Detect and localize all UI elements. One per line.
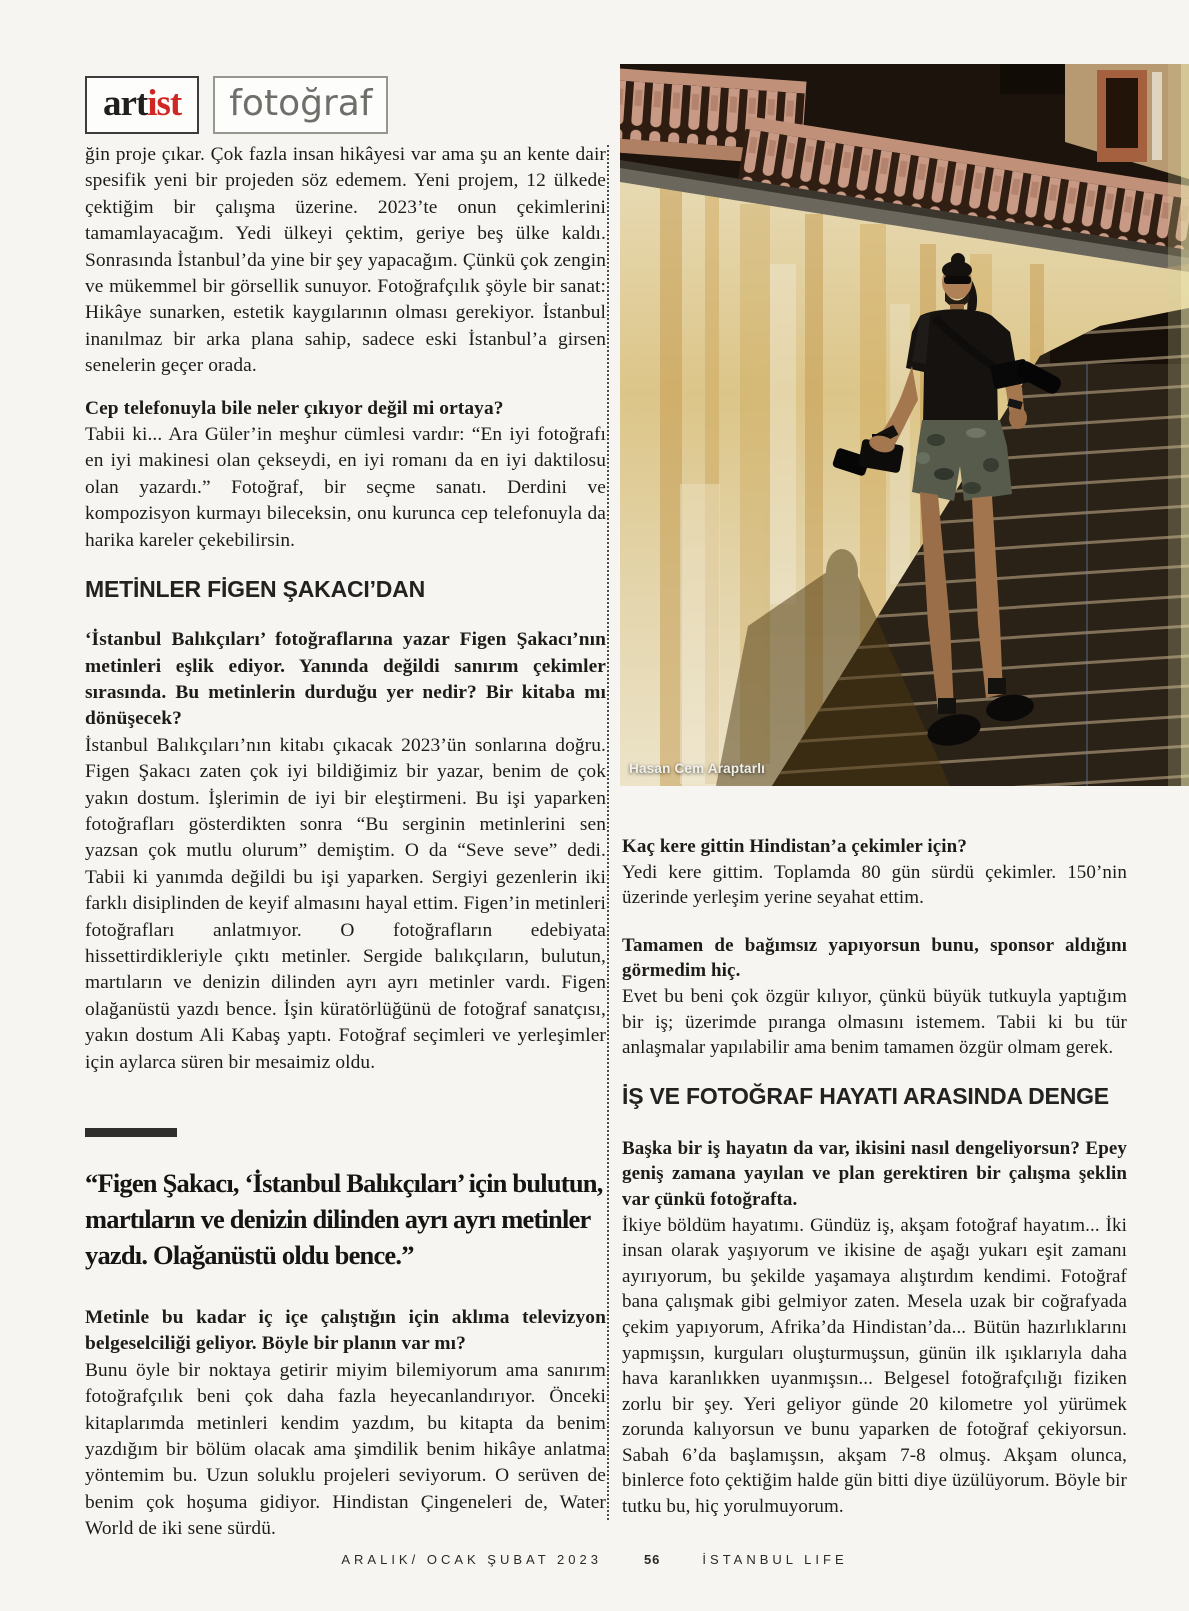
section-header-metinler: METİNLER FİGEN ŞAKACI’DAN: [85, 576, 426, 603]
left-column: [85, 142, 606, 1565]
photo-hasan-cem-araptarli: [620, 64, 1189, 786]
photo-caption: Hasan Cem Araptarlı: [629, 761, 766, 776]
intro-paragraph: ğin proje çıkar. Çok fazla insan hikâyesi var ama şu an kente dair spesifik yeni bir projeden söz edemem. Yeni projem, 12 ülkede çektiğim bir çalışma üzerine. 2023’te onun çekimlerini tamamlayacağım. Yedi ülkeyi çektim, geriye beş ülke kaldı. Sonrasında İstanbul’da yine bir şey yapacağım. Çünkü çok zengin ve mükemmel bir görsellik sunuyor. Fotoğrafçılık şöyle bir sanat: Hikâye sunarken, estetik kaygılarının olması gerekiyor. İstanbul inanılmaz bir arka plana sahip, sadece eski İstanbul’a girsen senelerin geçer orada.: [85, 144, 606, 377]
column-divider: [607, 145, 609, 1520]
interview-answer: Evet bu beni çok özgür kılıyor, çünkü büyük tutkuyla yaptığım bir iş; üzerimde pıranga olmasını istemem. Tabii ki bu tür anlaşmalar yapılabilir ama benim tamamen özgür olmam gerek.: [622, 985, 1127, 1059]
interview-question: Metinle bu kadar iç içe çalıştığın için aklıma televizyon belgeselciliği geliyor. Böyle bir planın var mı?: [85, 1307, 606, 1355]
section-label: fotoğraf: [229, 83, 373, 124]
section-label-box: [213, 76, 388, 134]
interview-answer: Tabii ki... Ara Güler’in meşhur cümlesi vardır: “En iyi fotoğrafı en iyi makinesi olan çekseydi, en iyi romanı da en iyi daktilosu olan yazardı.” Fotoğraf, bir seçme sanatı. Derdini ve kompozisyon kurmayı bileceksin, onu kurunca cep telefonuyla da harika kareler çekebilirsin.: [85, 424, 606, 551]
quote-rule: [85, 1128, 177, 1137]
interview-question: Kaç kere gittin Hindistan’a çekimler için?: [622, 836, 967, 857]
qa-block: [622, 1136, 1127, 1520]
interview-answer: Bunu öyle bir noktaya getirir miyim bilemiyorum ama sanırım fotoğrafçılık beni çok daha fazla heyecanlandırıyor. Önceki kitaplarımda metinleri kendim yazdım, bu kitapta da benim yazdığım bir bölüm olacak ama şimdilik benim hikâye anlatma yöntemim bu. Uzun soluklu projeleri seviyorum. O serüven de benim çok hoşuma gidiyor. Hindistan Çingeneleri de, Water World de iki sene sürdü.: [85, 1359, 606, 1540]
artist-logo-red: ist: [147, 83, 182, 124]
interview-answer: Yedi kere gittim. Toplamda 80 gün sürdü çekimler. 150’nin üzerinde yerleşim yerine seyahat ettim.: [622, 861, 1127, 909]
interview-answer: İstanbul Balıkçıları’nın kitabı çıkacak 2023’ün sonlarına doğru. Figen Şakacı zaten çok iyi bildiğimiz bir yazar, benim de çok yakın dostum. İşlerimin de iyi bir eleştirmeni. Bu işi yaparken fotoğrafları gösterdikten sonra “Bu serginin metinlerini sen yazsan çok mutlu olurum” demiştim. O da “Seve seve” dedi. Tabii ki yanımda değildi bu işi yaparken. Sergiyi gezenlerin iki farklı disiplinden de keyif almasını hayal ettim. Figen’in metinleri fotoğrafları anlatmıyor. O fotoğrafların edebiyata hissettirdikleriyle çıktı metinler. Sergide balıkçıların, bulutun, martıların ve denizin dilinden ayrı ayrı metinler vardı. Figen olağanüstü yazdı bence. İşin küratörlüğünü de fotoğraf sanatçısı, yakın dostum Ali Kabaş yaptı. Fotoğraf seçimleri ve yerleşimler için aylarca süren bir mesaimiz oldu.: [85, 734, 606, 1073]
interview-question: Tamamen de bağımsız yapıyorsun bunu, sponsor aldığını görmedim hiç.: [622, 934, 1127, 982]
interview-answer: İkiye böldüm hayatımı. Gündüz iş, akşam fotoğraf hayatım... İki insan olarak yaşıyorum ve ikisine de aşağı yukarı eşit zamanı ayırıyorum, bu şekilde yaşamaya alıştırdım kendimi. Fotoğraf bana çalışmak gibi gelmiyor zaten. Mesela uzak bir coğrafyada çekim yapıyorum, Afrika’da Hindistan’da... Bütün hazırlıklarını yapmışsın, kurguları oluşturmuşsun, günün ilk ışıklarıyla daha hava karanlıkken uyanmışsın... Belgesel fotoğrafçılığı fiziken zorlu bir şey. Yeri geliyor günde 20 kilometre yol yürümek zorunda kalıyorsun ve bunu yaparken de fotoğraf çekiyorsun. Sabah 6’da başlamışsın, akşam 7-8 olmuş. Akşam olunca, binlerce foto çektiğim halde gün bitti diye üzülüyorum. Böyle bir tutku bu, hiç yorulmuyorum.: [622, 1214, 1127, 1518]
photo-illustration: [620, 64, 1189, 786]
footer-issue: ARALIK/ OCAK ŞUBAT 2023: [341, 1552, 602, 1567]
pull-quote: “Figen Şakacı, ‘İstanbul Balıkçıları’ için bulutun, martıların ve denizin dilinden ayrı ayrı metinler yazdı. Olağanüstü oldu bence.”: [85, 1168, 603, 1270]
qa-block: [622, 834, 1127, 911]
artist-logo: [85, 76, 199, 134]
interview-question: Cep telefonuyla bile neler çıkıyor değil mi ortaya?: [85, 397, 504, 419]
qa-block: [85, 396, 606, 554]
section-header-denge: İŞ VE FOTOĞRAF HAYATI ARASINDA DENGE: [622, 1082, 1109, 1109]
artist-logo-black: art: [103, 83, 148, 124]
interview-question: Başka bir iş hayatın da var, ikisini nasıl dengeliyorsun? Epey geniş zamana yayılan ve plan gerektiren bir çalışma şeklin var çünkü fotoğrafta.: [622, 1137, 1127, 1210]
footer-page-number: 56: [643, 1552, 661, 1567]
footer-magazine: İSTANBUL LIFE: [702, 1552, 848, 1567]
masthead: [85, 76, 388, 134]
right-column: [622, 806, 1127, 1542]
qa-block: [85, 627, 606, 1076]
pull-quote-block: [85, 1128, 606, 1273]
qa-block: [85, 1305, 606, 1543]
interview-question: ‘İstanbul Balıkçıları’ fotoğraflarına yazar Figen Şakacı’nın metinleri eşlik ediyor. Yanında değildi sanırım çekimler sırasında. Bu metinlerin durduğu yer nedir? Bir kitaba mı dönüşecek?: [85, 629, 606, 730]
qa-block: [622, 933, 1127, 1061]
page-footer: [0, 1552, 1189, 1567]
